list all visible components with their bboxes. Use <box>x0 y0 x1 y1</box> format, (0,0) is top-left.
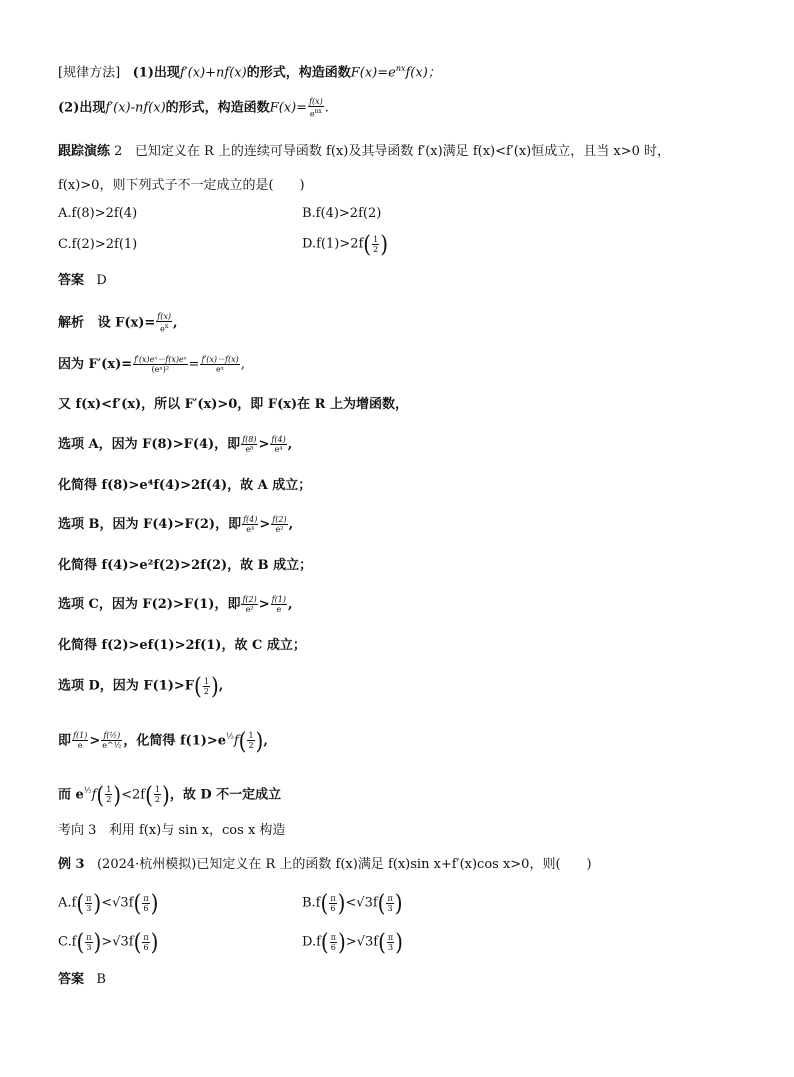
ex3-b-frac-1 <box>329 894 336 913</box>
exercise-2-option-b <box>302 205 381 223</box>
ex2-opt-a-text: A.f(8)>2f(4) <box>58 206 138 221</box>
sol-d3-lt: <2f <box>121 787 146 803</box>
sol-d3-tail: ，故 D 不一定成立 <box>169 787 282 803</box>
sol-a1-pre: 选项 A，因为 F(8)>F(4)，即 <box>58 437 241 452</box>
option-c-reasoning <box>58 595 292 614</box>
exercise-2-option-a <box>58 205 137 223</box>
option-d-conclusion: 而 $e^{\frac{1}{2}}f$( $\frac{1}{2}$ )<2f( $\frac{1}{2}$ )，故 D 不一定成立 <box>58 781 282 809</box>
sol-d2-num: 1 <box>248 731 254 741</box>
rule-2-den-sup: nx <box>314 108 322 115</box>
sol-a1-n1: f(8) <box>242 435 257 444</box>
rule-2-func: F(x)= <box>269 100 308 116</box>
ex3-d-den-1: 6 <box>330 942 336 952</box>
ex3-b-den-2: 3 <box>387 903 393 913</box>
sol-2-frac-1 <box>133 355 187 374</box>
exercise-2-option-d: D.f(1)>2f( $\frac{1}{2}$ ) <box>302 230 389 258</box>
sol-a1-frac-1 <box>241 435 257 454</box>
ex2-opt-d-num: 1 <box>373 234 379 244</box>
sol-d3-den-2: 2 <box>154 795 160 805</box>
sol-a1-d1: e⁸ <box>245 445 254 454</box>
sol-d3-num-2: 1 <box>154 785 160 795</box>
sol-c1-tail: , <box>287 597 293 612</box>
rule-1-sup: nx <box>395 64 406 73</box>
rule-2-mid: 的形式，构造函数 <box>165 100 270 116</box>
example-3-option-a: A.f( $\frac{\pi}{3}$ )<√3f( $\frac{\pi}{6}$ ) <box>58 889 159 917</box>
solution-line-3 <box>58 396 408 414</box>
sol-1-den: e <box>160 324 165 334</box>
example-3-answer <box>58 971 106 989</box>
ex3-d-frac-1 <box>330 933 337 952</box>
ex3-a-num-1: π <box>86 893 92 903</box>
ex2-opt-c-text: C.f(2)>2f(1) <box>58 237 138 252</box>
sol-b1-pre: 选项 B，因为 F(4)>F(2)，即 <box>58 517 242 532</box>
sol-d3-f: f <box>91 787 97 803</box>
sol-1-num: f(x) <box>157 312 172 321</box>
option-b-reasoning <box>58 515 293 534</box>
ex3-c-frac-2 <box>142 933 149 952</box>
direction-3-label: 考向 3 <box>58 823 97 838</box>
sol-d3-frac-2 <box>154 785 161 804</box>
sol-d2-den: 2 <box>248 741 254 751</box>
ex3-b-frac-2 <box>386 894 393 913</box>
ex3-d-num-2: π <box>387 932 394 942</box>
sol-2-num-2: f′(x)－f(x) <box>201 355 239 364</box>
sol-c1-n1: f(2) <box>242 595 257 604</box>
ex3-d-den-2: 3 <box>387 942 394 952</box>
answer-label: 答案 <box>58 273 85 288</box>
ex3-d-mid: >√3f <box>345 934 379 950</box>
rule-2-num: f(x) <box>309 97 323 106</box>
solution-line-1 <box>58 312 178 334</box>
ex3-d-pre: D.f <box>302 934 321 950</box>
sol-1-den-sup: x <box>164 323 169 330</box>
ex2-opt-b-text: B.f(4)>2f(2) <box>302 206 382 221</box>
ex3-c-mid: >√3f <box>101 934 134 950</box>
direction-3 <box>58 822 285 840</box>
sol-a2-text: 化简得 f(8)>e⁴f(4)>2f(4)，故 A 成立； <box>58 478 312 493</box>
ex3-d-num-1: π <box>330 932 336 942</box>
ex3-b-mid: <√3f <box>345 895 378 911</box>
sol-b1-frac-2 <box>271 515 287 534</box>
sol-d2-n1: f(1) <box>73 731 88 741</box>
option-d-simplify: 即 $\frac{f(1)}{e}$ > $\frac{\text{f(½)}}{\text{e\textasciicircum{}½}}$ ，化简得 $f(1)>e^{\frac{1}{2}}f$( $\frac{1}{2}$ ), <box>58 727 268 755</box>
sol-d2-frac-1 <box>72 731 88 750</box>
rule-1-func: F(x)=e <box>350 65 396 81</box>
ex3-a-frac-1 <box>85 894 92 913</box>
sol-d2-d1: e <box>77 741 83 751</box>
sol-c1-n2: f(1) <box>271 595 286 604</box>
ex3-c-num-2: π <box>143 932 149 942</box>
sol-d3-frac-1 <box>105 785 112 804</box>
sol-2-den-2: eˣ <box>216 365 225 374</box>
exercise-2-answer <box>58 272 107 290</box>
rule-line-2 <box>58 97 329 119</box>
sol-2-pre: 因为 F′(x)= <box>58 357 133 372</box>
sol-d2-sup: ½ <box>226 732 234 741</box>
sol-d2-f: f <box>233 733 239 749</box>
sol-b1-n2: f(2) <box>272 515 287 524</box>
ex3-a-den-1: 3 <box>86 903 92 913</box>
ex3-a-pre: A.f <box>58 895 77 911</box>
sol-a1-frac-2 <box>270 435 286 454</box>
exercise-2-text-2: f(x)>0，则下列式子不一定成立的是( ) <box>58 178 305 193</box>
exercise-2-line-1 <box>58 143 670 161</box>
sol-1-pre: 设 F(x)= <box>97 315 156 331</box>
rule-1-expr: f′(x)+nf(x) <box>179 65 247 81</box>
sol-b1-d2: e² <box>275 525 284 534</box>
sol-d3-den: 2 <box>106 795 112 805</box>
sol-c1-gt: > <box>258 597 270 612</box>
sol-d3-sup: ½ <box>83 786 92 795</box>
example-3-answer-label: 答案 <box>58 972 85 987</box>
ex3-a-num-2: π <box>143 893 149 903</box>
rule-1-pre: (1)出现 <box>132 65 180 81</box>
sol-c1-d1: e² <box>245 605 254 614</box>
ex3-b-pre: B.f <box>302 895 321 911</box>
ex3-b-den-1: 6 <box>330 903 336 913</box>
sol-d3-pre: 而 e <box>58 787 84 803</box>
sol-d1-tail: , <box>218 678 224 694</box>
sol-2-num-1: f′(x)eˣ－f(x)eˣ <box>134 355 187 364</box>
option-d-reasoning: 选项 D，因为 F(1)>F( $\frac{1}{2}$ ), <box>58 672 224 700</box>
sol-b1-d1: e⁴ <box>246 525 255 534</box>
rule-2-fraction <box>308 97 324 119</box>
sol-d2-tail: , <box>263 733 268 749</box>
sol-b2-text: 化简得 f(4)>e²f(2)>2f(2)，故 B 成立； <box>58 558 313 573</box>
sol-a1-gt: > <box>258 437 270 452</box>
solution-line-2 <box>58 355 245 374</box>
sol-2-frac-2 <box>200 355 239 374</box>
ex3-c-den-2: 6 <box>143 942 149 952</box>
exercise-2-text-1: 已知定义在 R 上的连续可导函数 f(x)及其导函数 f′(x)满足 f(x)<f′(x)恒成立，且当 x>0 时， <box>134 144 670 159</box>
sol-d2-n2: f(½) <box>101 731 122 741</box>
option-c-conclusion <box>58 637 306 655</box>
sol-2-den-1: (eˣ)² <box>151 365 170 374</box>
sol-d2-gt: > <box>89 733 101 749</box>
sol-2-eq: = <box>188 357 200 372</box>
sol-d2-frac-3 <box>247 731 254 750</box>
ex3-c-pre: C.f <box>58 934 77 950</box>
sol-b1-tail: , <box>288 517 294 532</box>
sol-d3-num: 1 <box>106 785 112 795</box>
ex3-b-num-1: π <box>330 893 336 903</box>
rule-2-den: e <box>309 109 315 119</box>
sol-d1-frac <box>203 677 210 696</box>
sol-c1-frac-2 <box>271 595 287 614</box>
answer-value: D <box>96 273 107 288</box>
rule-tag: [规律方法] <box>58 65 121 81</box>
example-3-option-d: D.f( $\frac{\pi}{6}$ )>√3f( $\frac{\pi}{3}$ ) <box>302 928 403 956</box>
solution-label: 解析 <box>58 315 85 331</box>
sol-2-tail: , <box>240 357 245 372</box>
exercise-2-label: 跟踪演练 <box>58 144 111 159</box>
direction-3-text: 利用 f(x)与 sin x，cos x 构造 <box>108 823 286 838</box>
sol-d2-d2: e^½ <box>102 741 122 751</box>
sol-d1-pre: 选项 D，因为 F(1)>F <box>58 678 195 694</box>
ex3-b-num-2: π <box>387 893 393 903</box>
ex3-d-frac-2 <box>387 933 394 952</box>
example-3-text: 已知定义在 R 上的函数 f(x)满足 f(x)sin x+f′(x)cos x>0，则( ) <box>196 857 592 872</box>
sol-b1-frac-1 <box>242 515 258 534</box>
exercise-2-option-c <box>58 236 137 254</box>
example-3-source: (2024·杭州模拟) <box>96 857 197 872</box>
sol-d1-num: 1 <box>203 676 209 686</box>
rule-2-tail: . <box>324 100 329 116</box>
example-3-answer-value: B <box>96 972 106 987</box>
ex3-c-frac-1 <box>85 933 92 952</box>
example-3-label: 例 3 <box>58 857 85 872</box>
exercise-2-number: 2 <box>114 144 123 159</box>
option-a-conclusion <box>58 477 311 495</box>
ex3-a-den-2: 6 <box>143 903 149 913</box>
sol-d2-frac-2 <box>101 731 122 750</box>
sol-a1-d2: e⁴ <box>274 445 283 454</box>
example-3 <box>58 856 592 874</box>
example-3-option-c: C.f( $\frac{\pi}{3}$ )>√3f( $\frac{\pi}{6}$ ) <box>58 928 159 956</box>
ex2-opt-d-frac <box>372 235 379 254</box>
sol-c1-d2: e <box>276 605 282 614</box>
rule-1-mid: 的形式，构造函数 <box>246 65 351 81</box>
rule-line-1 <box>58 60 441 82</box>
sol-d1-den: 2 <box>203 686 209 696</box>
ex3-a-mid: <√3f <box>101 895 134 911</box>
sol-c1-pre: 选项 C，因为 F(2)>F(1)，即 <box>58 597 241 612</box>
sol-a1-n2: f(4) <box>271 435 286 444</box>
rule-2-expr: f′(x)-nf(x) <box>105 100 166 116</box>
sol-b1-gt: > <box>259 517 271 532</box>
ex3-a-frac-2 <box>142 894 149 913</box>
ex2-opt-d-den: 2 <box>373 244 379 254</box>
rule-1-tail: f(x)； <box>405 65 441 81</box>
sol-d2-mid: ，化简得 f(1)>e <box>123 733 227 749</box>
option-a-reasoning <box>58 435 292 454</box>
rule-2-pre: (2)出现 <box>58 100 106 116</box>
sol-d2-pre: 即 <box>58 733 72 749</box>
sol-b1-n1: f(4) <box>243 515 258 524</box>
sol-c1-frac-1 <box>241 595 257 614</box>
ex3-c-den-1: 3 <box>86 942 92 952</box>
sol-a1-tail: , <box>287 437 293 452</box>
ex3-c-num-1: π <box>86 932 92 942</box>
example-3-option-b: B.f( $\frac{\pi}{6}$ )<√3f( $\frac{\pi}{3}$ ) <box>302 889 403 917</box>
sol-c2-text: 化简得 f(2)>ef(1)>2f(1)，故 C 成立； <box>58 638 306 653</box>
sol-1-tail: , <box>173 315 178 331</box>
sol-3-text: 又 f(x)<f′(x)，所以 F′(x)>0，即 F(x)在 R 上为增函数， <box>58 397 408 412</box>
option-b-conclusion <box>58 557 312 575</box>
ex2-opt-d-pre: D.f(1)>2f <box>302 236 364 252</box>
sol-1-frac <box>156 312 172 334</box>
exercise-2-line-2 <box>58 177 305 195</box>
